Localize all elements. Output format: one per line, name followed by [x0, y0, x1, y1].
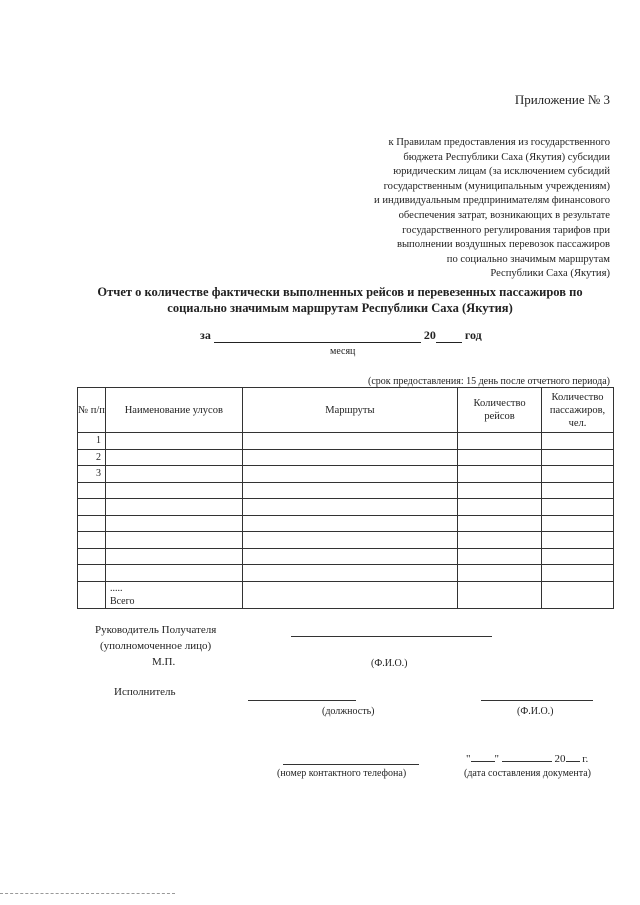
cell-ulus[interactable]	[105, 548, 242, 565]
cell-passengers[interactable]	[542, 515, 614, 532]
table-header-row	[78, 388, 614, 433]
report-title	[60, 284, 620, 316]
cell-passengers[interactable]	[542, 565, 614, 582]
table-row	[78, 515, 614, 532]
cell-passengers[interactable]	[542, 581, 614, 608]
table-row	[78, 449, 614, 466]
table-row	[78, 482, 614, 499]
rules-line: и индивидуальным предпринимателям финансового	[374, 195, 610, 207]
period-prefix: за	[200, 328, 211, 342]
phone-caption: (номер контактного телефона)	[277, 768, 407, 779]
header-num: № п/п	[78, 388, 106, 433]
row-number: 3	[78, 466, 106, 483]
row-number	[78, 499, 106, 516]
cell-ulus[interactable]	[105, 515, 242, 532]
date-quote-open: "	[466, 753, 471, 765]
period-year-prefix: 20	[423, 328, 436, 342]
cell-ulus[interactable]	[105, 466, 242, 483]
deadline-note: (срок предоставления: 15 день после отчетного периода)	[368, 376, 610, 387]
appendix-label: Приложение № 3	[514, 92, 610, 107]
table-row	[78, 532, 614, 549]
cell-flights[interactable]	[458, 515, 542, 532]
executor-fio-line[interactable]	[481, 700, 593, 701]
rules-line: Республики Саха (Якутия)	[490, 268, 610, 280]
cell-passengers[interactable]	[542, 482, 614, 499]
total-label: Всего	[109, 595, 135, 607]
footer-divider	[0, 893, 175, 894]
cell-passengers[interactable]	[542, 499, 614, 516]
table-total-row	[78, 581, 614, 608]
row-number: 1	[78, 433, 106, 450]
cell-flights[interactable]	[458, 433, 542, 450]
cell-flights[interactable]	[458, 548, 542, 565]
cell-route[interactable]	[242, 449, 457, 466]
cell-passengers[interactable]	[542, 449, 614, 466]
header-flights: Количество рейсов	[458, 388, 542, 433]
cell-flights[interactable]	[458, 532, 542, 549]
cell-passengers[interactable]	[542, 548, 614, 565]
head-label-line1: Руководитель Получателя	[95, 624, 217, 636]
row-number	[78, 565, 106, 582]
date-year-suffix: г.	[582, 753, 589, 765]
rules-line: государственным (муниципальным учреждениям)	[383, 180, 610, 192]
period-year-suffix: год	[464, 328, 482, 342]
cell-ulus[interactable]	[105, 565, 242, 582]
rules-line: государственного регулирования тарифов при	[402, 224, 610, 236]
date-field	[466, 751, 588, 765]
cell-route[interactable]	[242, 482, 457, 499]
row-number	[78, 515, 106, 532]
date-month-field[interactable]	[502, 751, 552, 762]
executor-label: Исполнитель	[114, 686, 176, 698]
date-caption: (дата составления документа)	[464, 768, 591, 779]
stamp-label: М.П.	[152, 656, 176, 668]
rules-reference	[310, 136, 610, 282]
cell-route[interactable]	[242, 466, 457, 483]
total-label-cell	[105, 581, 242, 608]
table-row	[78, 565, 614, 582]
period-month-field[interactable]	[214, 330, 421, 343]
report-period	[200, 328, 482, 343]
rules-line: выполнении воздушных перевозок пассажиров	[396, 239, 610, 251]
row-number	[78, 548, 106, 565]
cell-flights[interactable]	[458, 482, 542, 499]
table-row	[78, 499, 614, 516]
cell-ulus[interactable]	[105, 449, 242, 466]
header-uluses: Наименование улусов	[105, 388, 242, 433]
cell-flights[interactable]	[458, 449, 542, 466]
header-routes: Маршруты	[242, 388, 457, 433]
head-signature-line[interactable]	[291, 636, 492, 637]
rules-line: по социально значимым маршрутам	[446, 253, 610, 265]
report-title-line2: социально значимым маршрутам Республики Саха (Якутия)	[167, 301, 513, 315]
executor-fio-caption: (Ф.И.О.)	[517, 706, 554, 717]
cell-flights[interactable]	[458, 565, 542, 582]
date-year-prefix: 20	[554, 753, 566, 765]
cell-route[interactable]	[242, 565, 457, 582]
cell-flights[interactable]	[458, 499, 542, 516]
report-table	[77, 387, 614, 609]
report-title-line1: Отчет о количестве фактически выполненных рейсов и перевезенных пассажиров по	[97, 285, 583, 299]
rules-line: к Правилам предоставления из государственного	[388, 137, 610, 148]
row-number: 2	[78, 449, 106, 466]
rules-line: обеспечения затрат, возникающих в результате	[398, 209, 610, 221]
cell-route[interactable]	[242, 548, 457, 565]
row-number	[78, 532, 106, 549]
date-day-field[interactable]	[471, 751, 495, 762]
table-row	[78, 548, 614, 565]
cell-route[interactable]	[242, 581, 457, 608]
executor-position-line[interactable]	[248, 700, 356, 701]
row-number	[78, 482, 106, 499]
date-year-field[interactable]	[566, 751, 580, 762]
cell-flights[interactable]	[458, 581, 542, 608]
cell-ulus[interactable]	[105, 433, 242, 450]
head-fio-caption: (Ф.И.О.)	[371, 658, 408, 669]
position-caption: (должность)	[322, 706, 375, 717]
cell-route[interactable]	[242, 515, 457, 532]
cell-ulus[interactable]	[105, 499, 242, 516]
head-label-line2: (уполномоченное лицо)	[100, 640, 212, 652]
cell-passengers[interactable]	[542, 532, 614, 549]
rules-line: юридическим лицам (за исключением субсидий	[393, 166, 610, 178]
month-caption: месяц	[330, 346, 356, 357]
cell-route[interactable]	[242, 532, 457, 549]
date-quote-close: "	[494, 753, 499, 765]
cell-route[interactable]	[242, 433, 457, 450]
total-num-cell	[78, 581, 106, 608]
table-row	[78, 466, 614, 483]
phone-line[interactable]	[283, 764, 419, 765]
cell-ulus[interactable]	[105, 482, 242, 499]
cell-passengers[interactable]	[542, 466, 614, 483]
cell-route[interactable]	[242, 499, 457, 516]
period-year-field[interactable]	[436, 330, 462, 343]
cell-ulus[interactable]	[105, 532, 242, 549]
header-passengers: Количество пассажиров, чел.	[542, 388, 614, 433]
table-row	[78, 433, 614, 450]
cell-flights[interactable]	[458, 466, 542, 483]
ellipsis-text: .....	[109, 582, 123, 594]
cell-passengers[interactable]	[542, 433, 614, 450]
rules-line: бюджета Республики Саха (Якутия) субсидии	[403, 151, 610, 163]
